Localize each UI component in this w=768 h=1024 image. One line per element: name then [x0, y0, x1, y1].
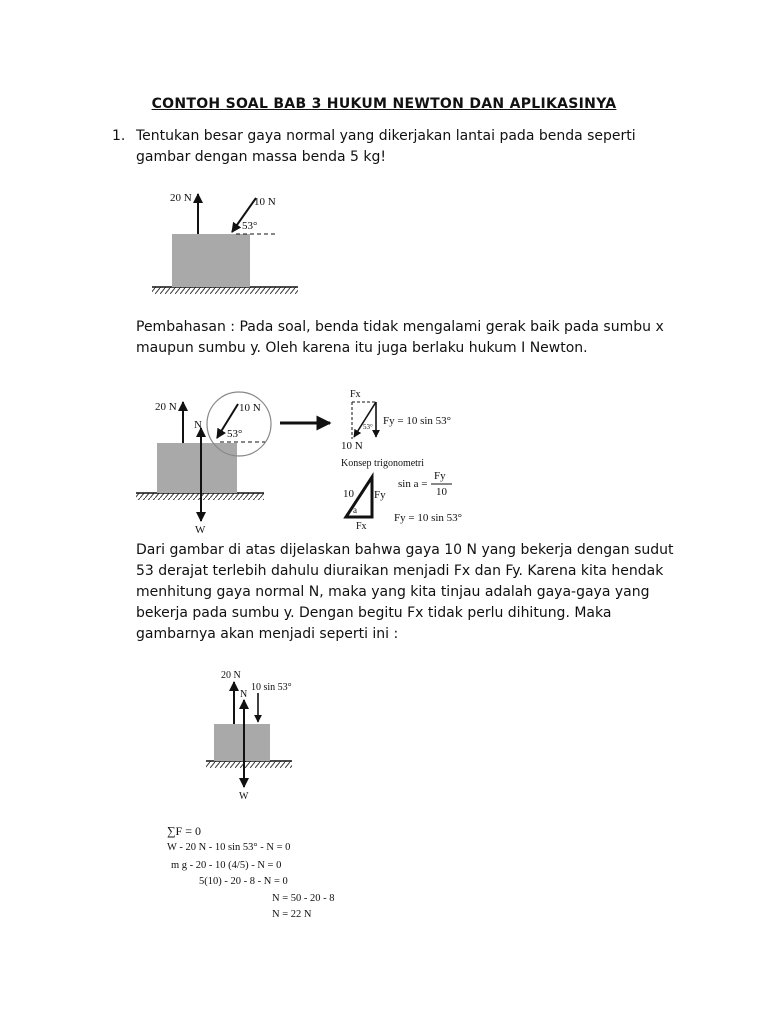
konsep-label: Konsep trigonometri — [341, 458, 425, 469]
page-title: CONTOH SOAL BAB 3 HUKUM NEWTON DAN APLIKASINYA — [151, 96, 617, 112]
resultant-10n-arrow — [354, 402, 376, 437]
equation-line: ∑F = 0 — [167, 824, 201, 838]
equation-line: N = 50 - 20 - 8 — [272, 893, 335, 904]
tri-hyp: 10 — [343, 488, 354, 500]
label-fy-eq: Fy = 10 sin 53° — [383, 415, 452, 427]
block — [157, 443, 237, 493]
fy-result: Fy = 10 sin 53° — [394, 512, 463, 524]
explanation-line: gambarnya akan menjadi seperti ini : — [136, 626, 399, 642]
label-w: W — [239, 791, 249, 802]
label-small-angle: 53° — [363, 423, 373, 431]
label-fx: Fx — [350, 389, 361, 400]
question-line: gambar dengan massa benda 5 kg! — [136, 149, 387, 165]
question-number: 1. — [112, 128, 126, 144]
equation-line: 5(10) - 20 - 8 - N = 0 — [199, 876, 288, 887]
label-20n: 20 N — [221, 670, 241, 681]
label-20n: 20 N — [155, 401, 177, 413]
ground — [206, 761, 292, 768]
figure-3 — [206, 670, 292, 802]
frac-den: 10 — [436, 486, 447, 498]
label-ten-n: 10 N — [341, 440, 363, 452]
label-w: W — [195, 524, 206, 536]
pembahasan-line: maupun sumbu y. Oleh karena itu juga berlaku hukum I Newton. — [136, 340, 588, 356]
ground — [152, 287, 298, 294]
block — [172, 234, 250, 287]
sin-a: sin a = — [398, 478, 428, 490]
label-fy: 10 sin 53° — [251, 682, 292, 693]
tri-a: a — [353, 505, 357, 515]
block — [214, 724, 270, 761]
tri-fx: Fx — [356, 521, 367, 532]
figure-1 — [152, 192, 298, 294]
label-n: N — [240, 689, 248, 700]
label-angle: 53° — [242, 220, 258, 232]
equation-line: m g - 20 - 10 (4/5) - N = 0 — [171, 860, 282, 871]
explanation-line: bekerja pada sumbu y. Dengan begitu Fx tidak perlu dihitung. Maka — [136, 605, 612, 621]
label-20n: 20 N — [170, 192, 192, 204]
label-10n: 10 N — [239, 402, 261, 414]
frac-num: Fy — [434, 470, 446, 482]
label-10n: 10 N — [254, 196, 276, 208]
explanation-line: 53 derajat terlebih dahulu diuraikan menjadi Fx dan Fy. Karena kita hendak — [136, 563, 664, 579]
equation-line: W - 20 N - 10 sin 53° - N = 0 — [167, 842, 291, 853]
tri-fy: Fy — [374, 489, 386, 501]
label-angle: 53° — [227, 428, 243, 440]
equation-line: N = 22 N — [272, 909, 312, 920]
pembahasan-line: Pembahasan : Pada soal, benda tidak mengalami gerak baik pada sumbu x — [136, 319, 664, 335]
explanation-line: menhitung gaya normal N, maka yang kita tinjau adalah gaya-gaya yang — [136, 584, 650, 600]
question-line: Tentukan besar gaya normal yang dikerjakan lantai pada benda seperti — [136, 128, 636, 144]
explanation-line: Dari gambar di atas dijelaskan bahwa gaya 10 N yang bekerja dengan sudut — [136, 542, 674, 558]
label-n: N — [194, 419, 202, 431]
figure-2 — [136, 389, 462, 536]
